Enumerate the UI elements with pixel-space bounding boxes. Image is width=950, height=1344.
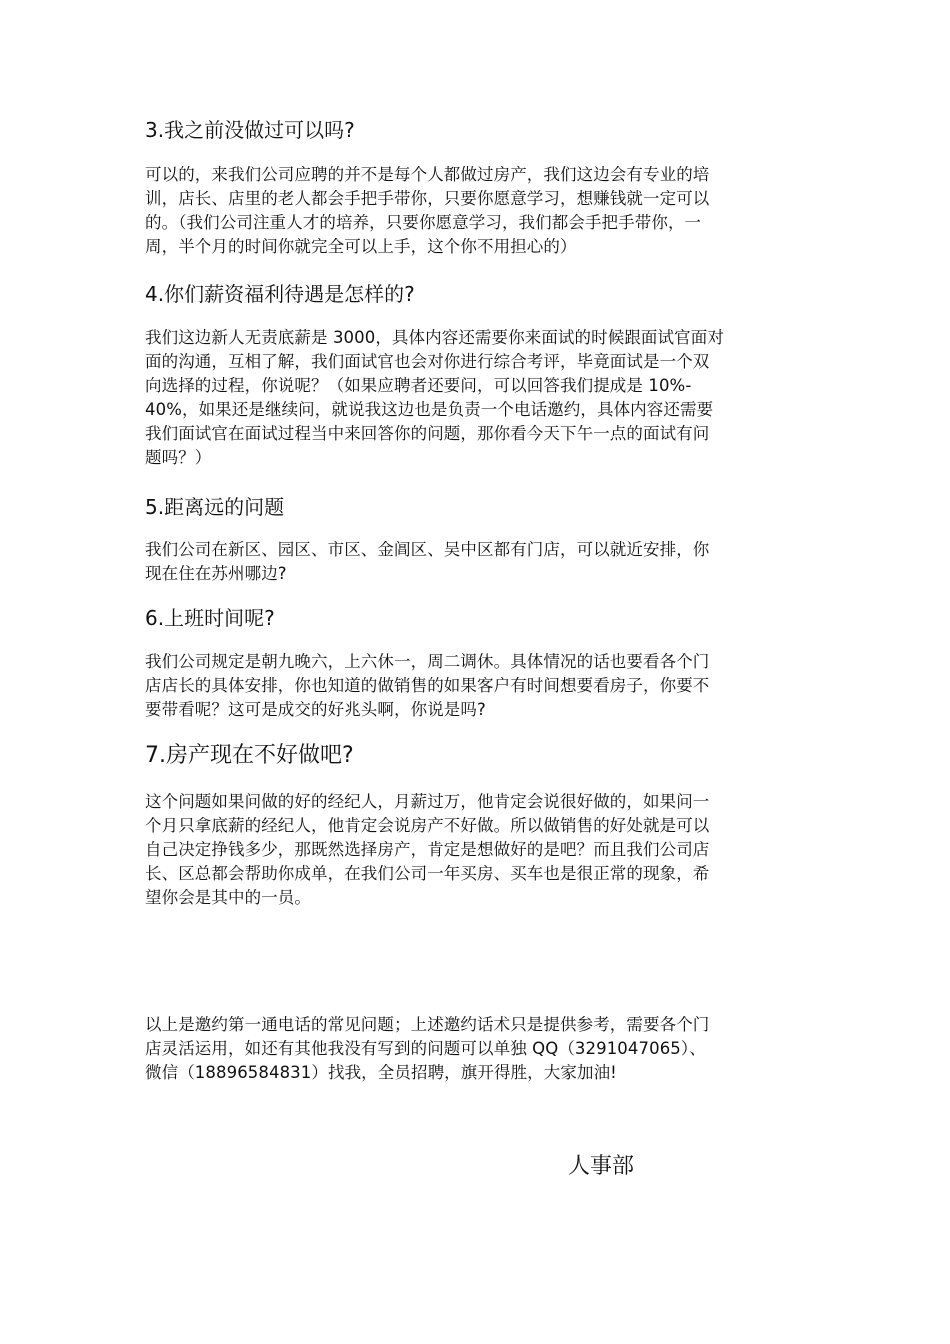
- answer-line: 周，半个月的时间你就完全可以上手，这个你不用担心的）: [145, 237, 577, 256]
- signature-department: 人事部: [568, 1154, 635, 1179]
- section-3-heading: 3.我之前没做过可以吗?: [145, 118, 355, 142]
- section-4-answer: [145, 326, 805, 470]
- answer-line: 这个问题如果问做的好的经纪人，月薪过万，他肯定会说很好做的，如果问一: [145, 792, 710, 811]
- answer-line: 的。（我们公司注重人才的培养，只要你愿意学习，我们都会手把手带你，一: [145, 213, 702, 232]
- section-7-heading: 7.房产现在不好做吧?: [145, 743, 354, 768]
- section-3-answer: [145, 163, 805, 259]
- closing-line: 微信（18896584831）找我，全员招聘，旗开得胜，大家加油!: [145, 1063, 617, 1082]
- answer-line: 我们面试官在面试过程当中来回答你的问题，那你看今天下午一点的面试有问: [145, 424, 710, 443]
- closing-note: [145, 1013, 805, 1085]
- answer-line: 长、区总都会帮助你成单，在我们公司一年买房、买车也是很正常的现象，希: [145, 864, 710, 883]
- section-5-heading: 5.距离远的问题: [145, 495, 285, 519]
- answer-line: 我们公司在新区、园区、市区、金阊区、吴中区都有门店，可以就近安排，你: [145, 540, 710, 559]
- answer-line: 训，店长、店里的老人都会手把手带你，只要你愿意学习，想赚钱就一定可以: [145, 189, 710, 208]
- closing-line: 以上是邀约第一通电话的常见问题；上述邀约话术只是提供参考，需要各个门: [145, 1015, 710, 1034]
- section-7-answer: [145, 790, 805, 910]
- answer-line: 我们公司规定是朝九晚六，上六休一，周二调休。具体情况的话也要看各个门: [145, 652, 710, 671]
- answer-line: 要带看呢？这可是成交的好兆头啊，你说是吗?: [145, 700, 486, 719]
- answer-line: 个月只拿底薪的经纪人，他肯定会说房产不好做。所以做销售的好处就是可以: [145, 816, 710, 835]
- section-6-answer: [145, 650, 805, 722]
- section-5-answer: [145, 538, 805, 586]
- answer-line: 店店长的具体安排，你也知道的做销售的如果客户有时间想要看房子，你要不: [145, 676, 710, 695]
- answer-line: 望你会是其中的一员。: [145, 888, 311, 907]
- answer-line: 面的沟通，互相了解，我们面试官也会对你进行综合考评，毕竟面试是一个双: [145, 352, 710, 371]
- answer-line: 40%，如果还是继续问，就说我这边也是负责一个电话邀约，具体内容还需要: [145, 400, 714, 419]
- closing-line: 店灵活运用，如还有其他我没有写到的问题可以单独 QQ（3291047065）、: [145, 1039, 706, 1058]
- answer-line: 题吗？）: [145, 448, 212, 467]
- answer-line: 自己决定挣钱多少，那既然选择房产，肯定是想做好的是吧？而且我们公司店: [145, 840, 710, 859]
- answer-line: 向选择的过程，你说呢？（如果应聘者还要问，可以回答我们提成是 10%-: [145, 376, 692, 395]
- answer-line: 现在住在苏州哪边?: [145, 564, 287, 583]
- section-4-heading: 4.你们薪资福利待遇是怎样的?: [145, 282, 415, 306]
- answer-line: 我们这边新人无责底薪是 3000，具体内容还需要你来面试的时候跟面试官面对: [145, 328, 724, 347]
- section-6-heading: 6.上班时间呢?: [145, 606, 275, 630]
- answer-line: 可以的，来我们公司应聘的并不是每个人都做过房产，我们这边会有专业的培: [145, 165, 710, 184]
